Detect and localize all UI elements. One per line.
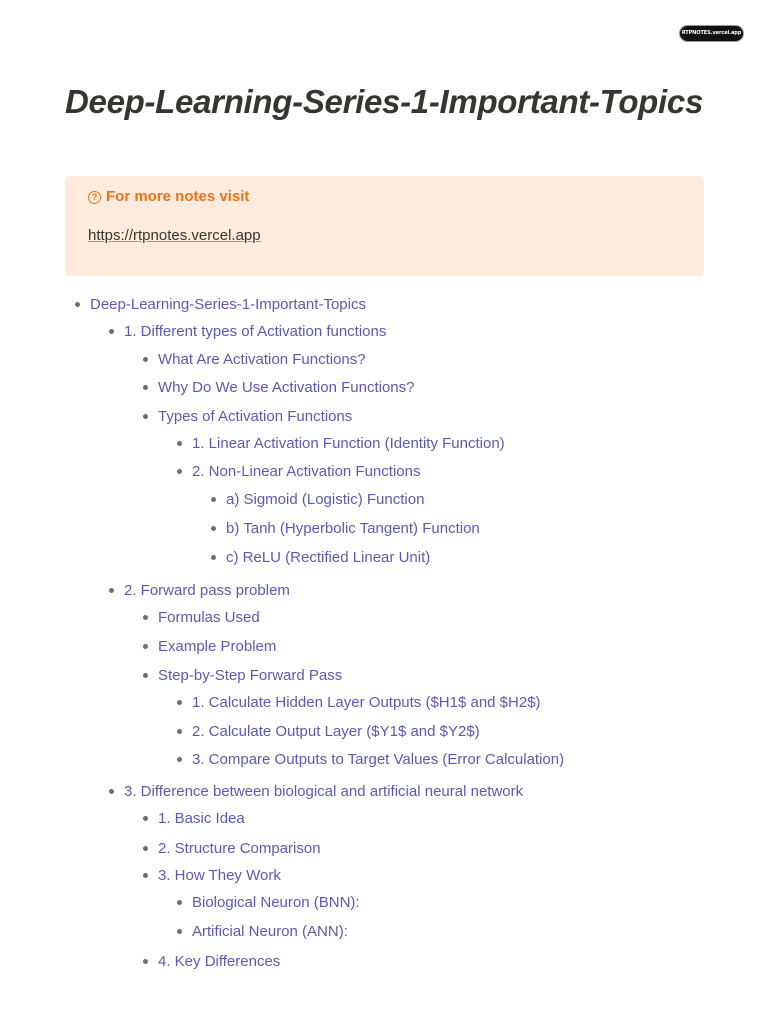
question-circle-icon: ?	[88, 191, 101, 204]
toc-link-structure-comparison[interactable]: 2. Structure Comparison	[158, 840, 321, 857]
toc-link-relu[interactable]: c) ReLU (Rectified Linear Unit)	[226, 549, 431, 566]
bullet	[177, 900, 182, 905]
toc-link-example-problem[interactable]: Example Problem	[158, 638, 277, 655]
bullet	[211, 497, 216, 502]
toc-link-formulas-used[interactable]: Formulas Used	[158, 609, 260, 626]
callout-heading-text: For more notes visit	[106, 188, 250, 205]
toc-link-error-calculation[interactable]: 3. Compare Outputs to Target Values (Error Calculation)	[192, 751, 565, 768]
bullet	[143, 385, 148, 390]
toc-link-how-they-work[interactable]: 3. How They Work	[158, 867, 281, 884]
bullet	[143, 414, 148, 419]
bullet	[143, 959, 148, 964]
bullet	[177, 757, 182, 762]
site-badge[interactable]: RTPNOTES.vercel.app	[679, 25, 744, 42]
toc-link-key-differences[interactable]: 4. Key Differences	[158, 953, 281, 970]
toc-link-activation-functions[interactable]: 1. Different types of Activation functions	[124, 323, 387, 340]
toc-link-output-layer[interactable]: 2. Calculate Output Layer ($Y1$ and $Y2$)	[192, 723, 480, 740]
bullet	[177, 469, 182, 474]
callout	[65, 176, 704, 276]
bullet	[177, 929, 182, 934]
toc-link-sigmoid[interactable]: a) Sigmoid (Logistic) Function	[226, 491, 425, 508]
bullet	[177, 441, 182, 446]
bullet	[109, 588, 114, 593]
notes-link[interactable]: https://rtpnotes.vercel.app	[88, 227, 261, 244]
callout-heading	[88, 188, 249, 206]
bullet	[109, 329, 114, 334]
toc-link-forward-pass[interactable]: 2. Forward pass problem	[124, 582, 290, 599]
toc-link-tanh[interactable]: b) Tanh (Hyperbolic Tangent) Function	[226, 520, 480, 537]
toc-link-what-are-activation[interactable]: What Are Activation Functions?	[158, 351, 366, 368]
bullet	[177, 729, 182, 734]
toc-link-biological-neuron[interactable]: Biological Neuron (BNN):	[192, 894, 360, 911]
toc-link-hidden-layer[interactable]: 1. Calculate Hidden Layer Outputs ($H1$ and $H2$)	[192, 694, 541, 711]
toc-link-basic-idea[interactable]: 1. Basic Idea	[158, 810, 245, 827]
bullet	[143, 644, 148, 649]
bullet	[75, 302, 80, 307]
bullet	[143, 673, 148, 678]
page-title: Deep-Learning-Series-1-Important-Topics	[65, 83, 704, 120]
bullet	[177, 700, 182, 705]
bullet	[109, 789, 114, 794]
bullet	[143, 816, 148, 821]
toc-link-step-by-step[interactable]: Step-by-Step Forward Pass	[158, 667, 343, 684]
toc-link-why-use-activation[interactable]: Why Do We Use Activation Functions?	[158, 379, 415, 396]
toc-link-bio-vs-artificial[interactable]: 3. Difference between biological and artificial neural network	[124, 783, 524, 800]
toc-link-root[interactable]: Deep-Learning-Series-1-Important-Topics	[90, 296, 366, 313]
bullet	[143, 357, 148, 362]
bullet	[143, 846, 148, 851]
toc-link-non-linear-activation[interactable]: 2. Non-Linear Activation Functions	[192, 463, 421, 480]
toc-link-artificial-neuron[interactable]: Artificial Neuron (ANN):	[192, 923, 348, 940]
bullet	[211, 555, 216, 560]
toc-link-types-activation[interactable]: Types of Activation Functions	[158, 408, 353, 425]
toc-link-linear-activation[interactable]: 1. Linear Activation Function (Identity Function)	[192, 435, 505, 452]
bullet	[143, 615, 148, 620]
bullet	[143, 873, 148, 878]
bullet	[211, 526, 216, 531]
